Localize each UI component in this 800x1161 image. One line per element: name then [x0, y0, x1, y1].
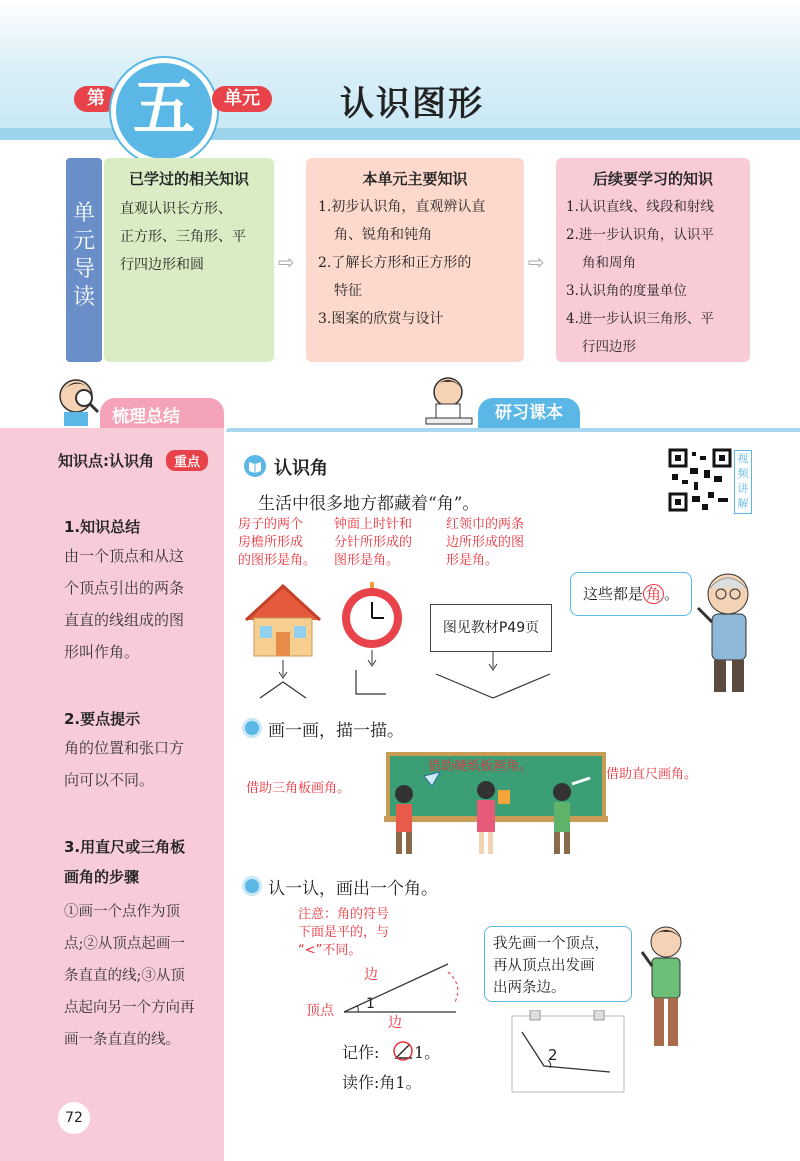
guide-line: 角和周角 [582, 255, 636, 271]
vertex-label: 顶点 [306, 1003, 334, 1019]
student-magnifier-icon [54, 374, 104, 428]
qr-code-icon[interactable] [668, 448, 732, 512]
triangle-ruler-note: 借助三角板画角。 [246, 781, 351, 796]
student-bubble-line: 再从顶点出发画 [493, 958, 595, 974]
guide-box-title: 已学过的相关知识 [128, 170, 249, 188]
note-scarf [446, 516, 556, 570]
guide-label-char: 元 [72, 229, 95, 254]
guide-label-char: 读 [72, 285, 95, 310]
student-bubble-line: 出两条边。 [493, 980, 566, 996]
summary-line: 向可以不同。 [64, 771, 155, 789]
clock-illustration [334, 576, 410, 700]
teacher-bubble-highlight: 角 [643, 584, 664, 604]
guide-line: 2.了解长方形和正方形的 [318, 255, 472, 271]
guide-line: 3.图案的欣赏与设计 [318, 311, 444, 327]
write-as-label: 记作: [342, 1043, 380, 1062]
angle-symbol-icon [392, 1040, 414, 1062]
video-label-char: 频 [737, 467, 749, 480]
guide-box-learned [104, 158, 274, 362]
angle-number-label: 1 [366, 996, 375, 1012]
summary-tab-label: 梳理总结 [112, 407, 180, 427]
guide-line: 2.进一步认识角，认识平 [566, 227, 714, 243]
summary-section-3-title-line: 3.用直尺或三角板 [64, 838, 186, 856]
note-line: 的图形是角。 [238, 553, 317, 568]
guide-line: 直观认识长方形、 [120, 201, 232, 217]
study-tab: 研习课本 [478, 398, 580, 428]
guide-line: 1.初步认识角，直观辨认直 [318, 199, 486, 215]
study-divider [226, 428, 800, 432]
guide-label [66, 200, 102, 312]
guide-label-char: 导 [72, 257, 95, 282]
video-label-char: 解 [737, 497, 749, 510]
note-clock [334, 516, 434, 570]
key-point-badge: 重点 [166, 450, 208, 471]
note-house [238, 516, 334, 570]
guide-box-title: 后续要学习的知识 [592, 170, 713, 188]
guide-line: 正方形、三角形、平 [120, 229, 246, 245]
guide-line: 3.认识角的度量单位 [566, 283, 687, 299]
note-line: 分针所形成的 [334, 535, 413, 550]
student-speech-bubble [484, 926, 632, 1002]
attention-line: 注意：角的符号 [298, 907, 390, 922]
knowledge-point-title: 知识点:认识角 [58, 452, 154, 470]
summary-line: 点;②从顶点起画一 [64, 936, 185, 952]
summary-line: 由一个顶点和从这 [64, 547, 185, 565]
summary-line: 个顶点引出的两条 [64, 579, 185, 597]
read-as-label: 读作:角1。 [342, 1073, 422, 1092]
summary-section-1-title: 1.知识总结 [64, 518, 141, 536]
recognize-heading: 认一认，画出一个角。 [268, 879, 438, 899]
unit-suffix: 单元 [212, 86, 272, 112]
guide-line: 行四边形 [582, 339, 636, 355]
textbook-reference-box: 图见教材P49页 [430, 604, 552, 652]
teacher-bubble-text: 这些都是 [582, 585, 643, 603]
summary-line: 形叫作角。 [64, 643, 140, 661]
page-number: 72 [58, 1102, 90, 1134]
guide-line: 角、锐角和钝角 [334, 227, 432, 243]
student-reading-icon [420, 372, 478, 428]
side-label-lower: 边 [388, 1015, 402, 1031]
summary-line: 画一条直直的线。 [64, 1032, 180, 1048]
angle-1-diagram [330, 956, 470, 1020]
student-bubble-line: 我先画一个顶点， [493, 936, 609, 952]
draw-heading: 画一画，描一描。 [268, 721, 404, 741]
arrow-right-icon: ⇨ [528, 250, 545, 274]
video-label-char: 讲 [737, 482, 749, 495]
summary-line: 直直的线组成的图 [64, 611, 185, 629]
note-line: 形是角。 [446, 553, 499, 568]
summary-line: 点起向另一个方向再 [64, 1000, 195, 1016]
summary-section-3-title [64, 832, 185, 892]
note-line: 钟面上时针和 [334, 517, 413, 532]
summary-line: ①画一个点作为顶 [64, 904, 180, 920]
note-line: 红领巾的两条 [446, 517, 525, 532]
attention-note [298, 906, 438, 960]
bullet-dot-icon [242, 876, 262, 896]
note-line: 房檐所形成 [238, 535, 304, 550]
guide-box-future [556, 158, 750, 362]
teacher-speech-bubble [570, 572, 692, 616]
angle-2-label: 2 [548, 1046, 558, 1064]
book-icon [244, 455, 266, 477]
scarf-angle [430, 650, 556, 706]
summary-line: 角的位置和张口方 [64, 739, 185, 757]
guide-line: 特征 [334, 283, 362, 299]
intro-text: 生活中很多地方都藏着“角”。 [258, 494, 480, 514]
teacher-illustration [692, 566, 762, 700]
video-label-char: 视 [737, 452, 749, 465]
ruler-note: 借助直尺画角。 [606, 767, 698, 782]
summary-line: 条直直的线;③从顶 [64, 968, 185, 984]
section-title: 认识角 [274, 458, 328, 479]
note-line: 图形是角。 [334, 553, 400, 568]
house-illustration [244, 584, 322, 700]
video-lecture-label [734, 450, 752, 514]
guide-line: 行四边形和圆 [120, 257, 204, 273]
guide-box-main [306, 158, 524, 362]
summary-section-3-title-line: 画角的步骤 [64, 868, 140, 886]
side-label-upper: 边 [364, 967, 378, 983]
teacher-bubble-period: 。 [664, 585, 680, 603]
guide-line: 4.进一步认识三角形、平 [566, 311, 714, 327]
attention-line: 下面是平的，与 [298, 925, 390, 940]
attention-line: “<”不同。 [298, 943, 362, 958]
student-illustration [638, 922, 696, 1054]
arrow-right-icon: ⇨ [278, 250, 295, 274]
paper-angle-2 [508, 1010, 628, 1094]
note-line: 边所形成的图 [446, 535, 525, 550]
unit-number: 五 [132, 71, 195, 144]
cardboard-note: 借助硬纸板画角。 [428, 759, 533, 774]
guide-box-title: 本单元主要知识 [362, 170, 468, 188]
note-line: 房子的两个 [238, 517, 304, 532]
page-title: 认识图形 [340, 84, 484, 124]
guide-line: 1.认识直线、线段和射线 [566, 199, 714, 215]
unit-prefix: 第 [74, 86, 118, 112]
summary-section-2-title: 2.要点提示 [64, 710, 141, 728]
write-value: 1。 [414, 1043, 441, 1062]
bullet-dot-icon [242, 718, 262, 738]
guide-label-char: 单 [72, 201, 95, 226]
